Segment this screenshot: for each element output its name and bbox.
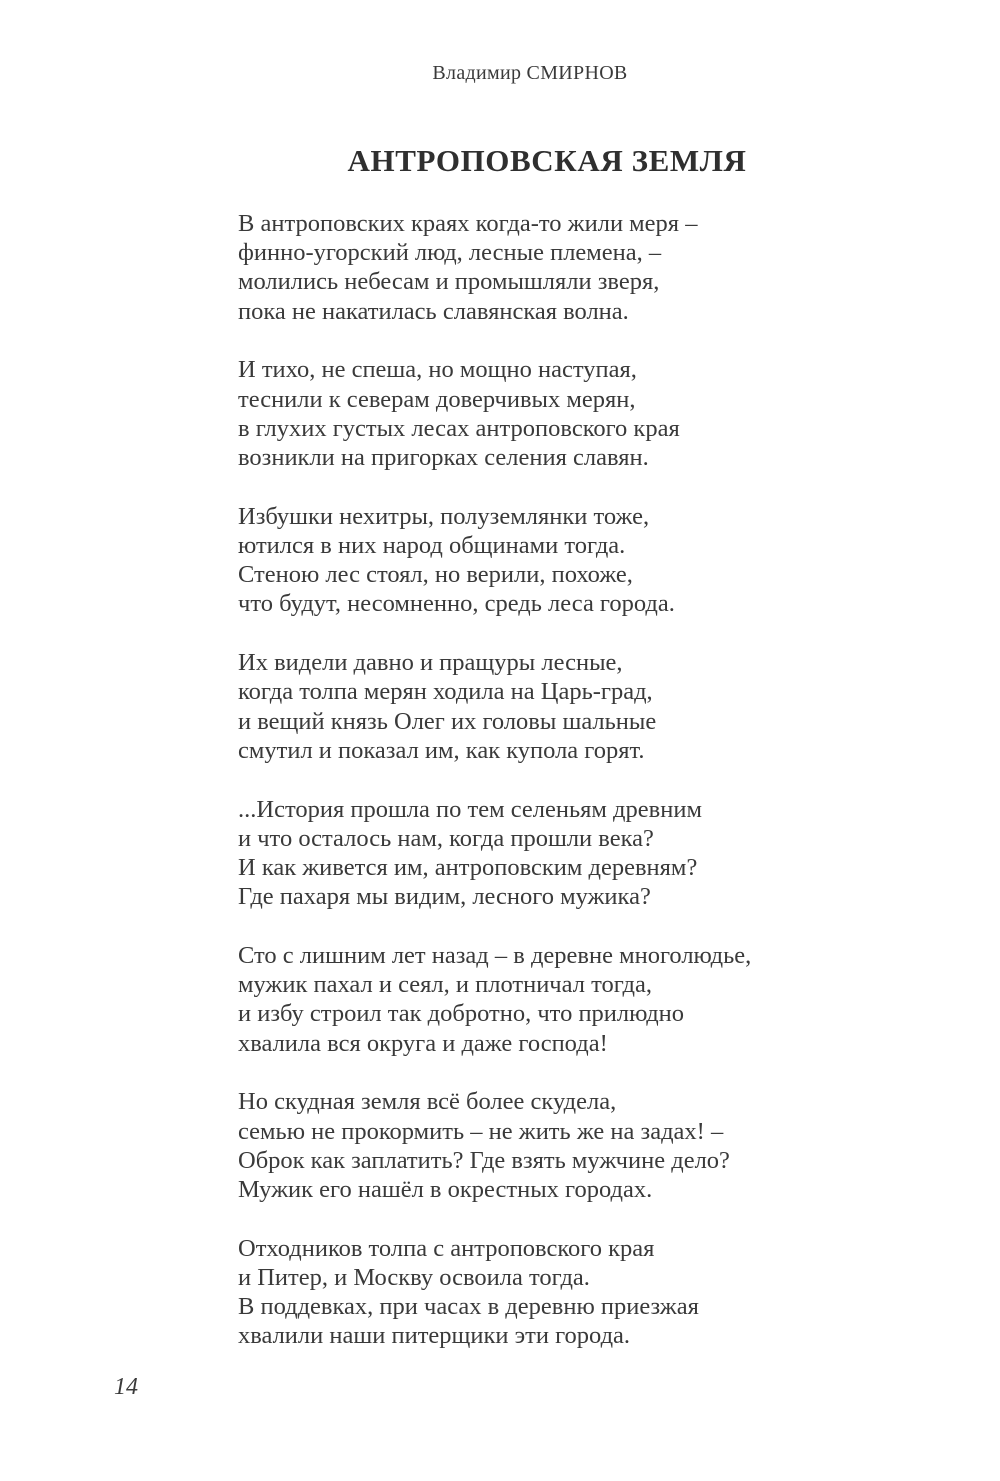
poem-line: Оброк как заплатить? Где взять мужчине дело? [238,1146,730,1174]
poem-line: ...История прошла по тем селеньям древним [238,795,702,823]
poem-line: и избу строил так добротно, что прилюдно [238,1000,685,1028]
stanza [238,1087,958,1204]
poem-line: Избушки нехитры, полуземлянки тоже, [238,502,650,530]
poem-line: теснили к северам доверчивых мерян, [238,385,636,413]
stanza [238,209,958,326]
poem-line: и что осталось нам, когда прошли века? [238,824,654,852]
poem-line: Мужик его нашёл в окрестных городах. [238,1176,653,1204]
poem-line: Их видели давно и пращуры лесные, [238,649,623,677]
poem-line: И тихо, не спеша, но мощно наступая, [238,356,637,384]
poem-line: Где пахаря мы видим, лесного мужика? [238,883,651,911]
poem-line: пока не накатилась славянская волна. [238,297,629,325]
stanza [238,648,958,765]
poem-line: молились небесам и промышляли зверя, [238,268,660,296]
poem-line: семью не прокормить – не жить же на задах! – [238,1117,724,1145]
poem-line: хвалили наши питерщики эти города. [238,1322,631,1350]
poem-line: Стеною лес стоял, но верили, похоже, [238,561,633,589]
stanza [238,502,958,619]
stanza [238,355,958,472]
poem-line: когда толпа мерян ходила на Царь-град, [238,678,653,706]
poem-line: что будут, несомненно, средь леса города. [238,590,675,618]
stanza [238,795,958,912]
stanza [238,941,958,1058]
poem-line: мужик пахал и сеял, и плотничал тогда, [238,971,652,999]
poem-line: Отходников толпа с антроповского края [238,1234,655,1262]
poem-line: хвалила вся округа и даже господа! [238,1029,608,1057]
poem-line: и вещий князь Олег их головы шальные [238,707,657,735]
poem-line: В антроповских краях когда-то жили меря – [238,210,698,237]
poem-line: В поддевках, при часах в деревню приезжая [238,1293,699,1321]
poem-line: Сто с лишним лет назад – в деревне многолюдье, [238,942,752,970]
page-number: 14 [114,1374,138,1400]
poem-line: финно-угорский люд, лесные племена, – [238,239,662,267]
poem-line: в глухих густых лесах антроповского края [238,414,680,442]
poem-line: возникли на пригорках селения славян. [238,444,649,472]
poem-title: АНТРОПОВСКАЯ ЗЕМЛЯ [347,143,747,178]
poem-line: И как живется им, антроповским деревням? [238,854,698,882]
poem-line: и Питер, и Москву освоила тогда. [238,1264,590,1292]
poem-line: Но скудная земля всё более скудела, [238,1088,617,1116]
poem-line: смутил и показал им, как купола горят. [238,736,645,764]
stanza [238,1234,958,1351]
poem-body [238,209,958,1380]
running-header-author: Владимир СМИРНОВ [432,62,628,84]
poem-line: ютился в них народ общинами тогда. [238,532,626,560]
